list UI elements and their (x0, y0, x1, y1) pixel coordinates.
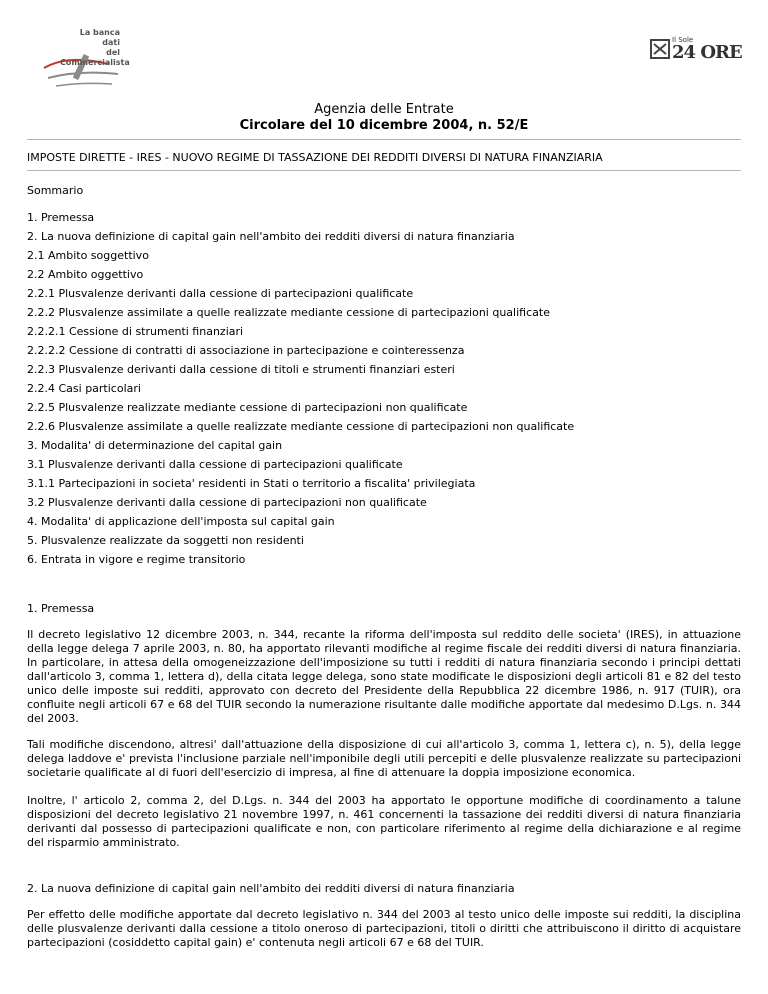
logo-big-text: 24 ORE (672, 42, 742, 63)
logo-line1: La banca dati (79, 28, 120, 47)
table-of-contents (27, 208, 574, 569)
circular-title: Circolare del 10 dicembre 2004, n. 52/E (239, 118, 529, 133)
toc-item[interactable]: 2.2.5 Plusvalenze realizzate mediante cessione di partecipazioni non qualificate (27, 401, 468, 414)
logo-line2: del Commercialista (60, 48, 130, 67)
toc-item[interactable]: 4. Modalita' di applicazione dell'imposta sul capital gain (27, 515, 335, 528)
toc-item[interactable]: 2. La nuova definizione di capital gain nell'ambito dei redditi diversi di natura finanziaria (27, 230, 515, 243)
divider-bottom (27, 170, 741, 171)
sole24ore-logo (650, 38, 742, 62)
summary-title: Sommario (27, 184, 84, 197)
toc-item[interactable]: 2.2.6 Plusvalenze assimilate a quelle realizzate mediante cessione di partecipazioni non qualificate (27, 420, 575, 433)
section-1-paragraph: Il decreto legislativo 12 dicembre 2003, n. 344, recante la riforma dell'imposta sul reddito delle societa' (IRES), in attuazione della legge delega 7 aprile 2003, n. 80, ha apportato rilevanti modifiche al regime fiscale dei redditi diversi di natura finanziaria. In particolare, in attesa della omogeneizzazione dell'imposizione su tutti i redditi di natura finanziaria secondo i principi dettati dall'articolo 3, comma 1, lettera d), della citata legge delega, sono state modificate le disposizioni degli articoli 81 e 82 del testo unico delle imposte sui redditi, approvato con decreto del Presidente della Repubblica 22 dicembre 1986, n. 917 (TUIR), ora confluite negli articoli 67 e 68 del TUIR secondo la numerazione risultante dalle modifiche apportate dal medesimo D.Lgs. n. 344 del 2003. (27, 628, 741, 725)
divider-top (27, 139, 741, 140)
toc-item[interactable]: 6. Entrata in vigore e regime transitorio (27, 553, 246, 566)
toc-item[interactable]: 2.2 Ambito oggettivo (27, 268, 144, 281)
subject-line: IMPOSTE DIRETTE - IRES - NUOVO REGIME DI TASSAZIONE DEI REDDITI DIVERSI DI NATURA FINANZIARIA (27, 151, 603, 164)
section-1-paragraph: Inoltre, l' articolo 2, comma 2, del D.Lgs. n. 344 del 2003 ha apportato le opportune modifiche di coordinamento a talune disposizioni del decreto legislativo 21 novembre 1997, n. 461 concernenti la tassazione dei redditi diversi di natura finanziaria derivanti dal possesso di partecipazioni qualificate e non, con particolare riferimento al regime della dichiarazione e al regime del risparmio amministrato. (27, 794, 741, 849)
toc-item[interactable]: 2.2.4 Casi particolari (27, 382, 141, 395)
toc-item[interactable]: 5. Plusvalenze realizzate da soggetti non residenti (27, 534, 304, 547)
logo-small-text: Il Sole (672, 36, 694, 44)
toc-item[interactable]: 2.2.2.1 Cessione di strumenti finanziari (27, 325, 244, 338)
agency-title: Agenzia delle Entrate (314, 102, 454, 117)
section-2-title: 2. La nuova definizione di capital gain nell'ambito dei redditi diversi di natura finanziaria (27, 882, 515, 895)
section-2-paragraph: Per effetto delle modifiche apportate dal decreto legislativo n. 344 del 2003 al testo unico delle imposte sui redditi, la disciplina delle plusvalenze derivanti dalla cessione a titolo oneroso di partecipazioni, titoli o diritti che attribuiscono il diritto di acquistare partecipazioni (cosiddetto capital gain) e' contenuta negli articoli 67 e 68 del TUIR. (27, 908, 741, 949)
toc-item[interactable]: 2.2.2 Plusvalenze assimilate a quelle realizzate mediante cessione di partecipazioni qualificate (27, 306, 550, 319)
section-1-title: 1. Premessa (27, 602, 95, 615)
toc-item[interactable]: 2.2.1 Plusvalenze derivanti dalla cessione di partecipazioni qualificate (27, 287, 414, 300)
sole24ore-logo-icon (650, 38, 670, 60)
toc-item[interactable]: 3. Modalita' di determinazione del capital gain (27, 439, 283, 452)
toc-item[interactable]: 2.2.2.2 Cessione di contratti di associazione in partecipazione e cointeressenza (27, 344, 465, 357)
toc-item[interactable]: 2.1 Ambito soggettivo (27, 249, 149, 262)
toc-item[interactable]: 3.1.1 Partecipazioni in societa' residenti in Stati o territorio a fiscalita' privilegiata (27, 477, 476, 490)
section-1-paragraph: Tali modifiche discendono, altresi' dall'attuazione della disposizione di cui all'articolo 3, comma 1, lettera c), n. 5), della legge delega laddove e' prevista l'inclusione parziale nell'imponibile degli utili percepiti e delle plusvalenze realizzate su partecipazioni societarie qualificate al di fuori dell'esercizio di impresa, al fine di attenuare la doppia imposizione economica. (27, 738, 741, 779)
toc-item[interactable]: 1. Premessa (27, 211, 95, 224)
banca-dati-logo (38, 24, 128, 96)
toc-item[interactable]: 3.2 Plusvalenze derivanti dalla cessione di partecipazioni non qualificate (27, 496, 427, 509)
toc-item[interactable]: 3.1 Plusvalenze derivanti dalla cessione di partecipazioni qualificate (27, 458, 403, 471)
toc-item[interactable]: 2.2.3 Plusvalenze derivanti dalla cessione di titoli e strumenti finanziari esteri (27, 363, 455, 376)
